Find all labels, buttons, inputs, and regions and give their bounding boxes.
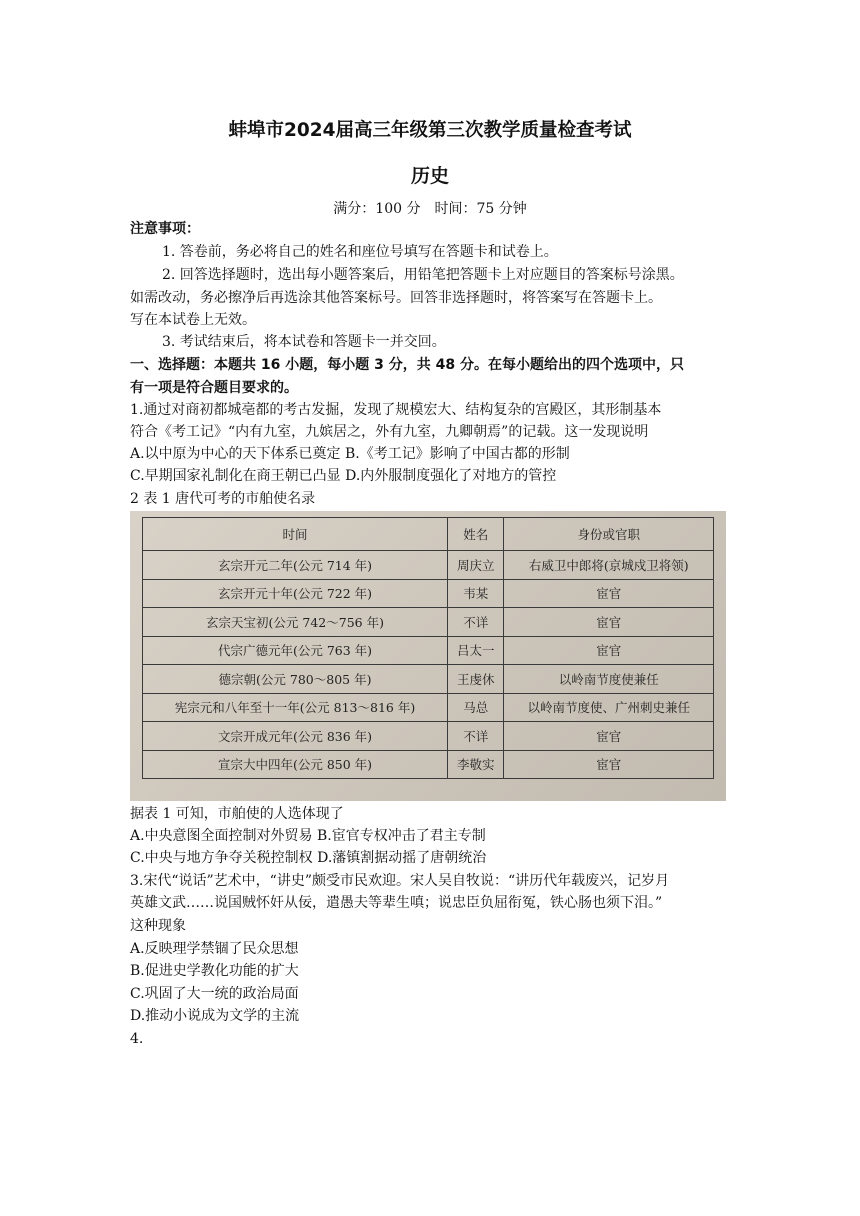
table-cell: 吕太一 bbox=[448, 636, 504, 665]
table-row bbox=[143, 750, 714, 779]
question-3-option-d: D.推动小说成为文学的主流 bbox=[130, 1008, 300, 1024]
table-cell: 玄宗天宝初(公元 742～756 年) bbox=[143, 608, 448, 637]
table-row bbox=[143, 693, 714, 722]
question-2-stem: 据表 1 可知，市舶使的人选体现了 bbox=[130, 806, 344, 822]
table-cell: 宦官 bbox=[504, 636, 714, 665]
section-heading: 一、选择题：本题共 16 小题，每小题 3 分，共 48 分。在每小题给出的四个选项中，只 bbox=[130, 357, 684, 373]
notice-heading: 注意事项： bbox=[130, 221, 200, 237]
question-1-options: C.早期国家礼制化在商王朝已凸显 D.内外服制度强化了对地方的管控 bbox=[130, 468, 557, 484]
question-1-stem: 符合《考工记》“内有九室，九嫔居之，外有九室，九卿朝焉”的记载。这一发现说明 bbox=[130, 424, 649, 440]
notice-line: 1. 答卷前，务必将自己的姓名和座位号填写在答题卡和试卷上。 bbox=[162, 244, 558, 260]
table-cell: 宦官 bbox=[504, 608, 714, 637]
column-header: 姓名 bbox=[448, 518, 504, 551]
table-cell: 德宗朝(公元 780～805 年) bbox=[143, 665, 448, 694]
question-3-stem: 这种现象 bbox=[130, 918, 186, 934]
notice-line: 如需改动，务必擦净后再选涂其他答案标号。回答非选择题时，将答案写在答题卡上。 bbox=[130, 290, 662, 306]
column-header: 时间 bbox=[143, 518, 448, 551]
table-row bbox=[143, 551, 714, 580]
question-3-stem: 英雄文武……说国贼怀奸从佞，遣愚夫等辈生嗔；说忠臣负屈衔冤，铁心肠也须下泪。” bbox=[130, 895, 663, 911]
subject-title: 历史 bbox=[410, 165, 449, 187]
table-row bbox=[143, 608, 714, 637]
question-1-stem: 1.通过对商初都城亳都的考古发掘，发现了规模宏大、结构复杂的宫殿区，其形制基本 bbox=[130, 402, 662, 418]
table-cell: 宦官 bbox=[504, 750, 714, 779]
question-2-options: A.中央意图全面控制对外贸易 B.宦官专权冲击了君主专制 bbox=[130, 828, 486, 844]
table-header-row bbox=[143, 518, 714, 551]
table-photo bbox=[130, 511, 726, 801]
notice-line: 3. 考试结束后，将本试卷和答题卡一并交回。 bbox=[162, 334, 446, 350]
table-cell: 不详 bbox=[448, 722, 504, 751]
column-header: 身份或官职 bbox=[504, 518, 714, 551]
table-cell: 以岭南节度使、广州刺史兼任 bbox=[504, 693, 714, 722]
exam-meta: 满分：100 分 时间：75 分钟 bbox=[333, 201, 527, 217]
notice-line: 2. 回答选择题时，选出每小题答案后，用铅笔把答题卡上对应题目的答案标号涂黑。 bbox=[162, 267, 684, 283]
table-cell: 以岭南节度使兼任 bbox=[504, 665, 714, 694]
table-cell: 宣宗大中四年(公元 850 年) bbox=[143, 750, 448, 779]
table-cell: 右威卫中郎将(京城戍卫将领) bbox=[504, 551, 714, 580]
table-cell: 韦某 bbox=[448, 579, 504, 608]
shibo-envoy-table bbox=[142, 517, 714, 779]
exam-title: 蚌埠市2024届高三年级第三次教学质量检查考试 bbox=[228, 120, 632, 141]
table-row bbox=[143, 722, 714, 751]
question-4-stem: 4. bbox=[130, 1031, 144, 1047]
question-1-options: A.以中原为中心的天下体系已奠定 B.《考工记》影响了中国古都的形制 bbox=[130, 446, 570, 462]
table-cell: 王虔休 bbox=[448, 665, 504, 694]
notice-line: 写在本试卷上无效。 bbox=[130, 312, 256, 328]
question-2-options: C.中央与地方争夺关税控制权 D.藩镇割据动摇了唐朝统治 bbox=[130, 850, 487, 866]
table-cell: 周庆立 bbox=[448, 551, 504, 580]
table-cell: 宦官 bbox=[504, 579, 714, 608]
table-cell: 李敬实 bbox=[448, 750, 504, 779]
table-cell: 文宗开成元年(公元 836 年) bbox=[143, 722, 448, 751]
table-row bbox=[143, 579, 714, 608]
table-cell: 宪宗元和八年至十一年(公元 813～816 年) bbox=[143, 693, 448, 722]
table-cell: 马总 bbox=[448, 693, 504, 722]
table-row bbox=[143, 636, 714, 665]
table-cell: 玄宗开元二年(公元 714 年) bbox=[143, 551, 448, 580]
question-3-option-c: C.巩固了大一统的政治局面 bbox=[130, 986, 299, 1002]
question-3-stem: 3.宋代“说话”艺术中，“讲史”颇受市民欢迎。宋人吴自牧说：“讲历代年载废兴，记岁月 bbox=[130, 873, 670, 889]
section-heading: 有一项是符合题目要求的。 bbox=[130, 380, 298, 396]
table-cell: 宦官 bbox=[504, 722, 714, 751]
question-3-option-a: A.反映理学禁锢了民众思想 bbox=[130, 941, 299, 957]
table-cell: 代宗广德元年(公元 763 年) bbox=[143, 636, 448, 665]
table-row bbox=[143, 665, 714, 694]
table-cell: 不详 bbox=[448, 608, 504, 637]
table-cell: 玄宗开元十年(公元 722 年) bbox=[143, 579, 448, 608]
question-3-option-b: B.促进史学教化功能的扩大 bbox=[130, 963, 299, 979]
table-caption: 2 表 1 唐代可考的市舶使名录 bbox=[130, 491, 316, 507]
